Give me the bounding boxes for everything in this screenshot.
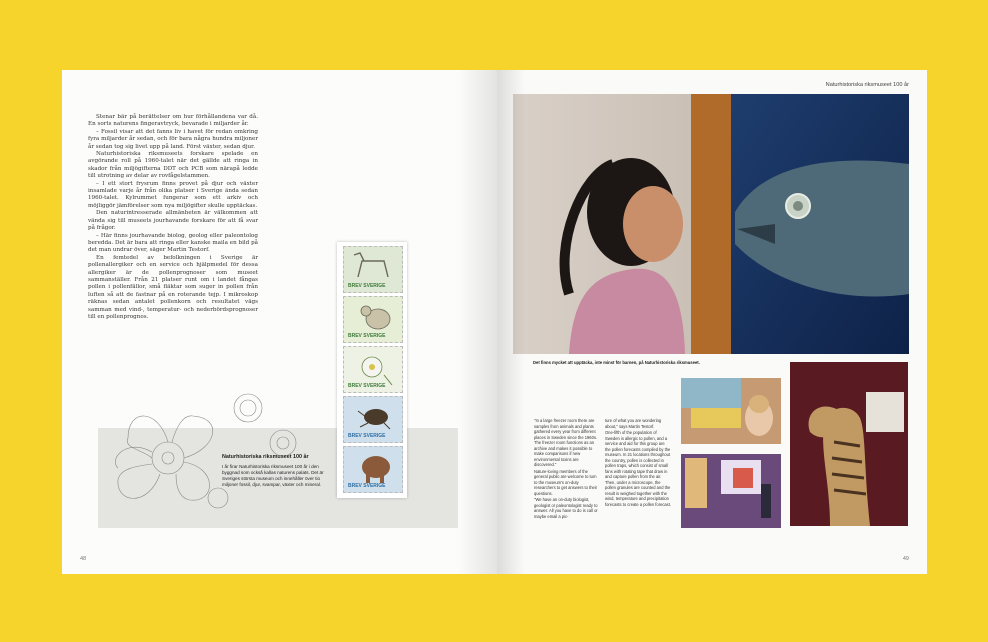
boy-exhibit-photo [681,378,781,444]
body-paragraph: Den naturintresserade allmänheten är välkommen att vända sig till museets jourhavande forskare för att få svar på frågor. [88,210,258,232]
body-paragraph: En femtedel av befolkningen i Sverige är pollenallergiker och en service och hjälpmedel för dessa allergiker är de pollenprognoser som museet sammanställer. Från 21 platser runt om i landet fångas pollen i pollenfällor, små fläktar som suger in pollen från luften så att de fastnar på en roterande tejp. I mikroskop räknas sedan antalet pollenkorn och resultatet vägs samman med vind-, temperatur- och nederbördsprognoser till en pollenprognos. [88,254,258,320]
caption-body: I år firar Naturhistoriska riksmuseet 100 år i den byggnad som också kallas naturens palats. Det är Sveriges största museum och innehåller över tio miljoner fossil, djur, svampar, växter och mineral. [222,464,324,487]
column-paragraph: "In a large freezer room there are samples from animals and plants gathered every year from different places in Sweden since the 1960s. The freezer room functions as an archive and makes it possible to make comparisons if new environmental toxins are discovered." [534,418,598,467]
stamp-label: BREV SVERIGE [348,283,386,289]
caption-title: Naturhistoriska riksmuseet 100 år [222,454,309,460]
main-photo [513,94,909,354]
stamp-label: BREV SVERIGE [348,433,386,439]
stamp-label: BREV SVERIGE [348,483,386,489]
column-paragraph: ture of what you are wondering about," says Martin Testorf. [605,418,662,429]
left-body-text [88,114,258,321]
page-number-left: 48 [80,556,87,562]
column-paragraph: "We have an on-duty biologist, geologist or paleontologist ready to answer. All you have to do is call or maybe email a pic- [534,497,598,519]
photo-caption: Det finns mycket att upptäcka, inte minst för barnen, på Naturhistoriska riksmuseet. [533,360,700,365]
stamp-mammoth [343,446,403,493]
stamp-zebra [343,246,403,293]
exhibit-photo [681,378,781,444]
body-paragraph: – Här finns jourhavande biolog, geolog eller paleontolog beredda. Det är bara att ringa eller kanske maila en bild på det man undrar över, säger Martin Testorf. [88,232,258,254]
stamp-dodo [343,296,403,343]
right-page [497,70,927,574]
stamp-label: BREV SVERIGE [348,333,386,339]
body-paragraph: – I ett stort frysrum finns provet på djur och växter insamlade varje år från olika platser i Sverige ända sedan 1960-talet. Kylrummet fungerar som ett arkiv och möjliggör jämförelser som nya miljögifter skulle upptäckas. [88,180,258,209]
stamp-strip [337,242,407,498]
museum-caption [222,454,328,488]
stamp-label: BREV SVERIGE [348,383,386,389]
exhibit-photo [681,454,781,528]
stamp-beetle [343,396,403,443]
column-paragraph: One-fifth of the population of Sweden is allergic to pollen, and a service and aid for this group are the pollen forecasts compiled by the museum. In 21 locations throughout the country, pollen is collected in pollen traps, which consist of small fans with rotating tape that draw in and capture pollen from the air. Then, under a microscope, the pollen granules are counted and the result is weighed together with the wind, temperature and precipitation forecasts to create a pollen forecast. [605,430,671,507]
zebra-photo [790,362,908,526]
gutter-shadow [497,70,525,574]
text-column-2 [605,418,671,508]
gutter-shadow [458,70,498,574]
screen-exhibit-photo [681,454,781,528]
text-column-1 [534,418,600,520]
girl-fish-photo [513,94,909,354]
left-page [62,70,498,574]
page-number-right: 49 [902,556,909,562]
running-header: Naturhistoriska riksmuseet 100 år [825,82,909,88]
body-paragraph: – Fossil visar att det fanns liv i havet för redan omkring fyra miljarder år sedan, och för bara några hundra miljoner år sedan tog sig livet upp på land. Först växter, sedan djur. [88,128,258,150]
body-paragraph: Naturhistoriska riksmuseets forskare spelade en avgörande roll på 1960-talet när det gällde att ringa in skador från miljögifterna DDT och PCB som närapå ledde till utrotning av delar av rovfågelstammen. [88,151,258,180]
column-paragraph: Nature-loving members of the general public are welcome to turn to the museum's on-duty researchers to get answers to their questions. [534,468,598,496]
body-paragraph: Stenar bär på berättelser om hur förhållandena var då. En sorts naturens fingeravtryck, bevarade i miljarder år. [88,114,258,128]
zebra-photo-image [790,362,908,526]
stamp-flower [343,346,403,393]
